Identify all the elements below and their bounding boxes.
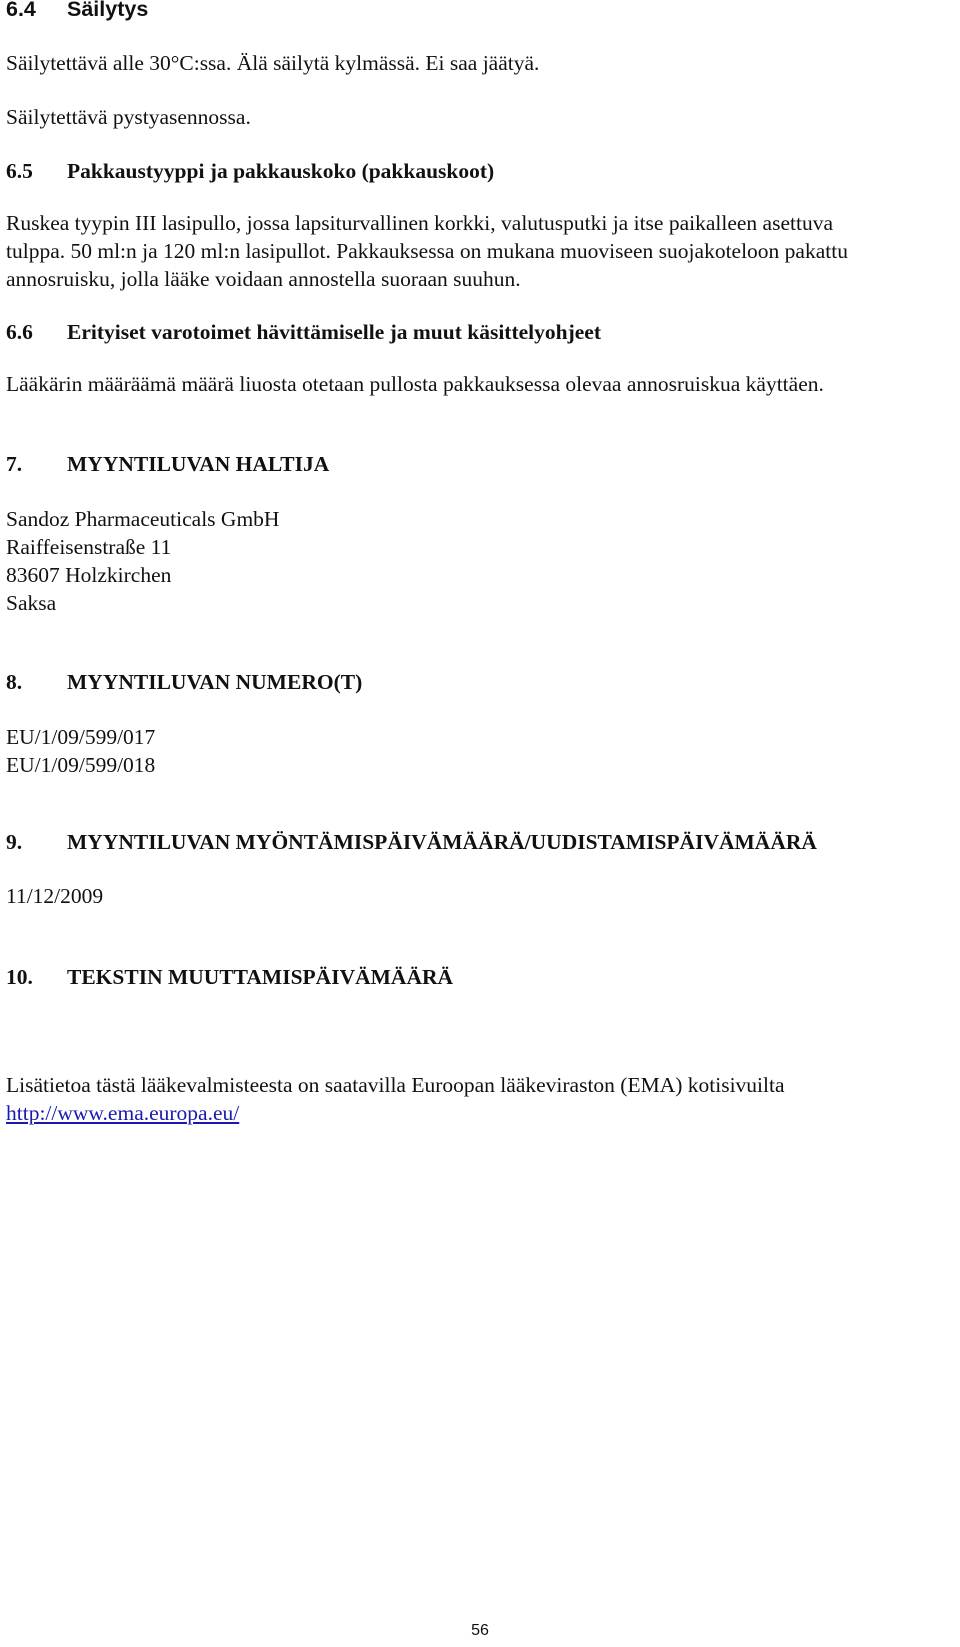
section-title: MYYNTILUVAN NUMERO(T) [67,670,363,694]
more-info-text: Lisätietoa tästä lääkevalmisteesta on saatavilla Euroopan lääkeviraston (EMA) kotisivuilta [6,1073,785,1097]
authorisation-number: EU/1/09/599/017 [6,725,156,749]
section-8-heading [6,669,946,697]
section-10-heading [6,964,946,992]
section-6-5-heading [6,158,946,186]
section-title: Erityiset varotoimet hävittämiselle ja muut käsittelyohjeet [67,320,602,344]
section-title: MYYNTILUVAN HALTIJA [67,452,330,476]
section-6-4-heading [6,0,946,24]
section-number: 6.5 [6,159,33,183]
date-text: 11/12/2009 [6,884,104,908]
authorisation-date [6,883,946,911]
section-title: Säilytys [67,0,149,21]
holder-country: Saksa [6,591,57,615]
section-title: TEKSTIN MUUTTAMISPÄIVÄMÄÄRÄ [67,965,454,989]
section-7-heading [6,451,946,479]
package-paragraph [6,210,946,294]
section-9-heading [6,829,946,857]
holder-address [6,505,946,617]
storage-paragraph [6,50,946,78]
handling-paragraph [6,371,946,399]
storage-text-2: Säilytettävä pystyasennossa. [6,105,251,129]
holder-name: Sandoz Pharmaceuticals GmbH [6,507,280,531]
more-info-paragraph [6,1071,946,1127]
page-number: 56 [471,1622,489,1639]
storage-paragraph-2 [6,104,946,132]
package-line-3: annosruisku, jolla lääke voidaan annostella suoraan suuhun. [6,266,521,291]
section-6-6-heading [6,319,946,347]
package-line-1: Ruskea tyypin III lasipullo, jossa lapsiturvallinen korkki, valutusputki ja itse paikalleen asettuva [6,211,833,235]
section-number: 7. [6,452,23,476]
section-title: MYYNTILUVAN MYÖNTÄMISPÄIVÄMÄÄRÄ/UUDISTAMISPÄIVÄMÄÄRÄ [67,830,817,854]
section-number: 6.4 [6,0,36,21]
handling-text: Lääkärin määräämä määrä liuosta otetaan pullosta pakkauksessa olevaa annosruiskua käyttäen. [6,372,824,396]
authorisation-number: EU/1/09/599/018 [6,753,156,777]
section-title: Pakkaustyyppi ja pakkauskoko (pakkauskoot) [67,159,495,183]
section-number: 6.6 [6,320,33,344]
section-number: 10. [6,965,33,989]
storage-text: Säilytettävä alle 30°C:ssa. Älä säilytä kylmässä. Ei saa jäätyä. [6,51,540,75]
holder-city: 83607 Holzkirchen [6,563,172,587]
package-line-2: tulppa. 50 ml:n ja 120 ml:n lasipullot. Pakkauksessa on mukana muoviseen suojakoteloon pakattu [6,238,848,263]
ema-website-link[interactable]: http://www.ema.europa.eu/ [6,1101,240,1125]
holder-street: Raiffeisenstraße 11 [6,535,172,559]
authorisation-numbers [6,723,946,779]
section-number: 8. [6,670,23,694]
section-number: 9. [6,830,23,854]
